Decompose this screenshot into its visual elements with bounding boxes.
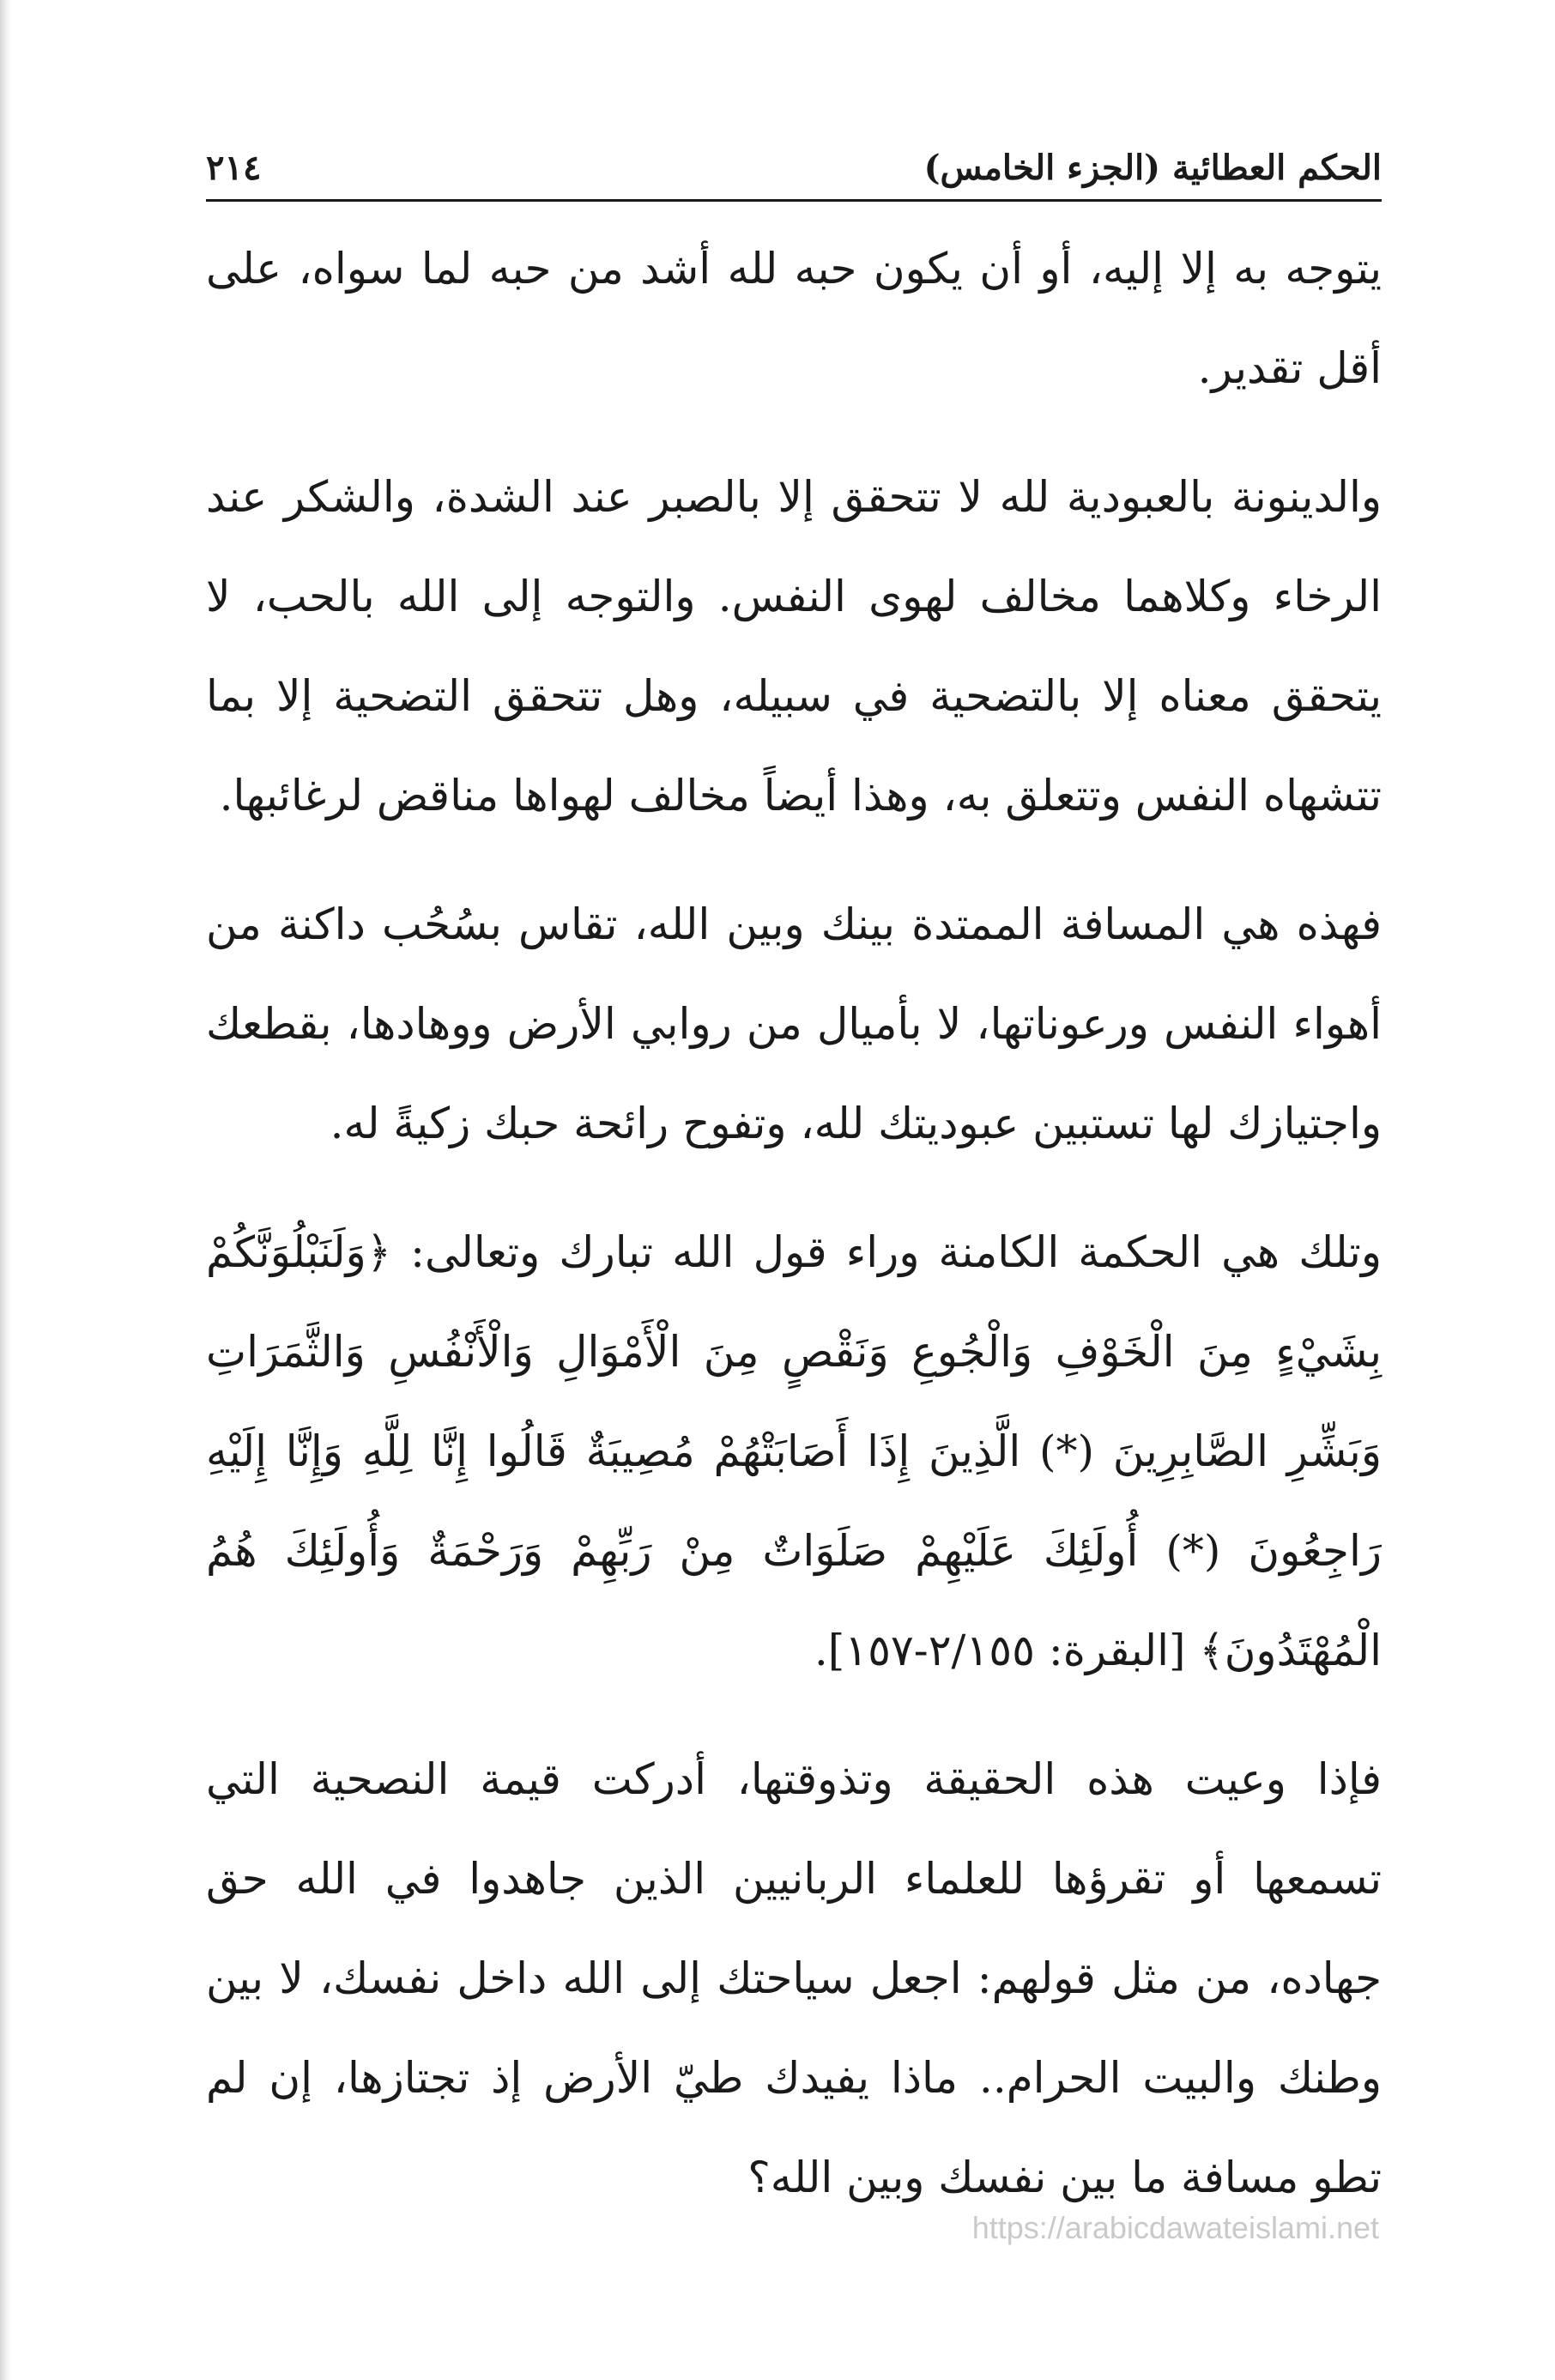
paragraph-5: فإذا وعيت هذه الحقيقة وتذوقتها، أدركت قيمة النصحية التي تسمعها أو تقرؤها للعلماء الربانيين الذين جاهدوا في الله حق جهاده، من مثل قولهم: اجعل سياحتك إلى الله داخل نفسك، لا بين وطنك والبيت الحرام.. ماذا يفيدك طيّ الأرض إذ تجتازها، إن لم تطو مسافة ما بين نفسك وبين الله؟ xyxy=(206,1754,1382,2202)
page-number: ٢١٤ xyxy=(206,148,262,188)
body-text xyxy=(206,219,1382,2256)
paragraph-4-quran-quote: وتلك هي الحكمة الكامنة وراء قول الله تبارك وتعالى: ﴿وَلَنَبْلُوَنَّكُمْ بِشَيْءٍ مِنَ الْخَوْفِ وَالْجُوعِ وَنَقْصٍ مِنَ الْأَمْوَالِ وَالْأَنْفُسِ وَالثَّمَرَاتِ وَبَشِّرِ الصَّابِرِينَ (*) الَّذِينَ إِذَا أَصَابَتْهُمْ مُصِيبَةٌ قَالُوا إِنَّا لِلَّهِ وَإِنَّا إِلَيْهِ رَاجِعُونَ (*) أُولَئِكَ عَلَيْهِمْ صَلَوَاتٌ مِنْ رَبِّهِمْ وَرَحْمَةٌ وَأُولَئِكَ هُمُ الْمُهْتَدُونَ﴾ [البقرة: ٢/١٥٥-١٥٧]. xyxy=(206,1227,1382,1675)
running-title: الحكم العطائية (الجزء الخامس) xyxy=(923,148,1382,188)
scan-edge-shadow xyxy=(0,0,12,2380)
header-rule xyxy=(206,199,1382,202)
watermark-url: https://arabicdawateislami.net xyxy=(971,2210,1379,2245)
paragraph-2: والدينونة بالعبودية لله لا تتحقق إلا بالصبر عند الشدة، والشكر عند الرخاء وكلاهما مخالف لهوى النفس. والتوجه إلى الله بالحب، لا يتحقق معناه إلا بالتضحية في سبيله، وهل تتحقق التضحية إلا بما تتشهاه النفس وتتعلق به، وهذا أيضاً مخالف لهواها مناقض لرغائبها. xyxy=(206,472,1382,821)
page-header xyxy=(206,129,1382,197)
paragraph-1: يتوجه به إلا إليه، أو أن يكون حبه لله أشد من حبه لما سواه، على أقل تقدير. xyxy=(206,244,1382,393)
paragraph-3: فهذه هي المسافة الممتدة بينك وبين الله، تقاس بسُحُب داكنة من أهواء النفس ورعوناتها، لا بأميال من روابي الأرض ووهادها، بقطعك واجتيازك لها تستبين عبوديتك لله، وتفوح رائحة حبك زكيةً له. xyxy=(206,899,1382,1148)
